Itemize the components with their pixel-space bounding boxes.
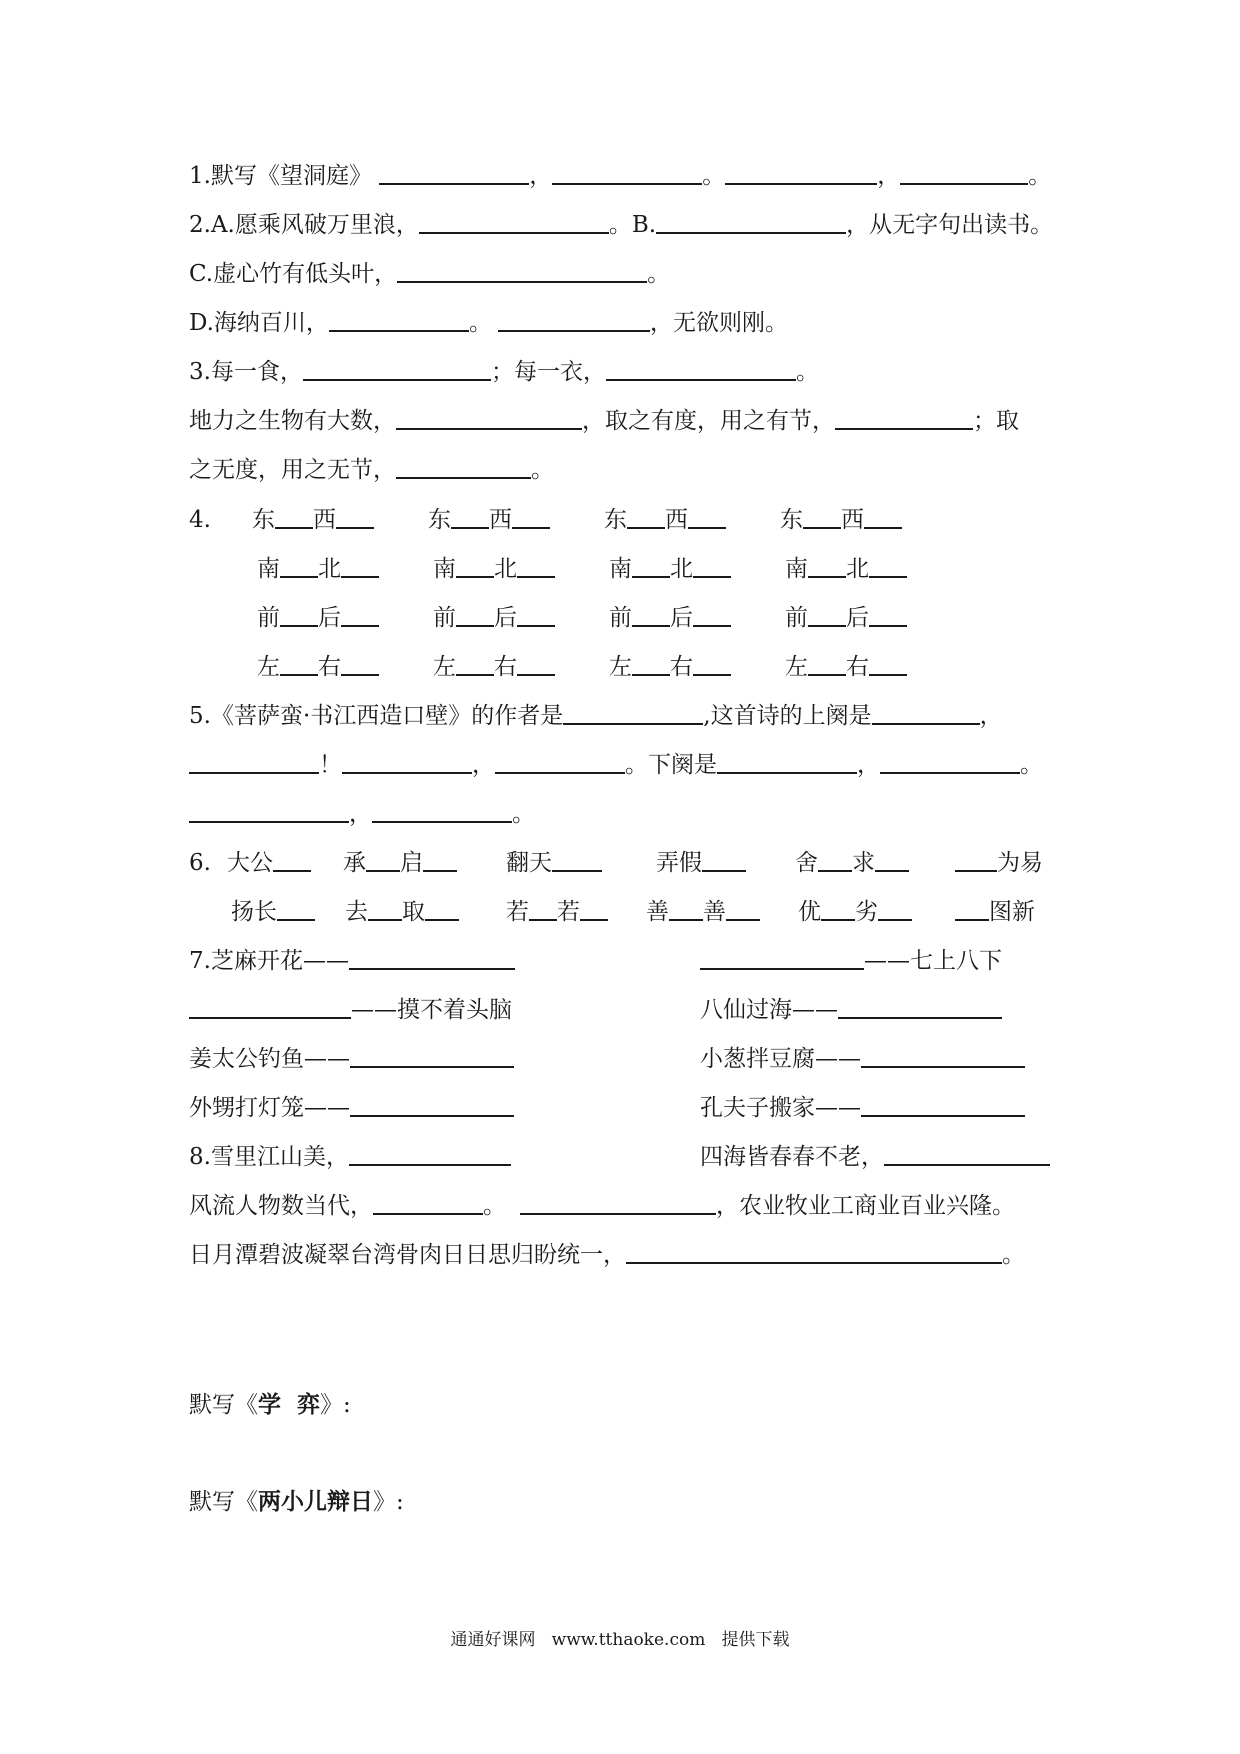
q5-blank-6[interactable] [880, 746, 1020, 774]
q6-blank[interactable] [529, 893, 557, 921]
q6-idiom: 若 若 [506, 892, 608, 932]
q4-blank[interactable] [869, 550, 907, 578]
q4-pair: 左 右 [257, 647, 379, 687]
q5-blank-author[interactable] [563, 697, 703, 725]
q4-pair: 左 右 [785, 647, 907, 687]
q5-s1-mid: ,这首诗的上阕是 [703, 703, 872, 729]
q5-s1: 5.《菩萨蛮·书江西造口壁》的作者是 [189, 703, 564, 729]
q6-blank[interactable] [955, 893, 989, 921]
q4-blank[interactable] [517, 648, 555, 676]
q4-pair: 东 西 [780, 500, 902, 540]
q6-blank[interactable] [273, 844, 311, 872]
q7-left-2: ——摸不着头脑 [189, 990, 512, 1030]
q2-d-text: D.海纳百川， [189, 310, 329, 336]
q2-line-2 [189, 254, 1059, 294]
q4-blank[interactable] [275, 501, 313, 529]
q4-blank[interactable] [512, 501, 550, 529]
q4-number: 4. [189, 507, 211, 533]
q4-blank[interactable] [688, 501, 726, 529]
q6-idiom: 善 善 [646, 892, 760, 932]
q7-blank[interactable] [861, 1089, 1025, 1117]
q5-blank-2[interactable] [189, 746, 319, 774]
q1-blank-3[interactable] [725, 157, 877, 185]
q8-right-1: 四海皆春春不老， [700, 1137, 1050, 1177]
q4-blank[interactable] [341, 550, 379, 578]
q6-idiom: 优 劣 [798, 892, 912, 932]
q6-blank[interactable] [277, 893, 315, 921]
q4-blank[interactable] [336, 501, 374, 529]
q6-idiom: 图新 [955, 892, 1035, 932]
q8-blank[interactable] [349, 1138, 511, 1166]
q4-blank[interactable] [869, 648, 907, 676]
q6-blank[interactable] [368, 893, 402, 921]
q5-s2-mid: 。下阕是 [625, 752, 717, 778]
q3-blank-2[interactable] [606, 353, 796, 381]
q7-row-3 [189, 1039, 1059, 1079]
q4-blank[interactable] [456, 550, 494, 578]
q5-blank-3[interactable] [342, 746, 472, 774]
q7-blank[interactable] [700, 942, 864, 970]
q3-line-1 [189, 352, 1059, 392]
q8-row-1 [189, 1137, 1059, 1177]
q4-pair: 左 右 [433, 647, 555, 687]
q2-line-3 [189, 303, 1059, 343]
q2-blank-d1[interactable] [329, 304, 469, 332]
q6-idiom: 舍 求 [795, 843, 909, 883]
q5-s2-p2: ， [472, 752, 495, 778]
q6-blank[interactable] [366, 844, 400, 872]
q6-idiom: 为易 [955, 843, 1043, 883]
q1-blank-2[interactable] [552, 157, 702, 185]
q7-right-3: 小葱拌豆腐—— [700, 1039, 1025, 1079]
q5-blank-8[interactable] [372, 795, 512, 823]
q4-blank[interactable] [693, 648, 731, 676]
q2-blank-d2[interactable] [498, 304, 650, 332]
q4-blank[interactable] [341, 599, 379, 627]
q8-s2-mid: 。 [483, 1193, 506, 1219]
q6-idiom: 大公 [227, 843, 311, 883]
q8-blank[interactable] [373, 1187, 483, 1215]
q8-left-1: 8.雪里江山美， [189, 1137, 511, 1177]
q8-s2: 风流人物数当代， [189, 1193, 373, 1219]
q4-blank[interactable] [451, 501, 489, 529]
q5-s1-end: ， [979, 703, 1003, 729]
q4-pair: 东 西 [252, 500, 374, 540]
q7-right-1: ——七上八下 [700, 941, 1002, 981]
q8-line-3 [189, 1235, 1059, 1275]
q3-blank-5[interactable] [396, 451, 531, 479]
q5-line-3 [189, 794, 1059, 834]
q6-row-1 [189, 843, 1059, 883]
q5-line-1 [189, 696, 1059, 736]
q4-blank[interactable] [341, 648, 379, 676]
q5-s3-end: 。 [512, 801, 535, 827]
q7-blank[interactable] [350, 1089, 514, 1117]
q4-pair: 东 西 [428, 500, 550, 540]
q4-pair: 前 后 [609, 598, 731, 638]
q7-right-2: 八仙过海—— [700, 990, 1002, 1030]
q5-blank-1[interactable] [872, 697, 980, 725]
dictation-liangxiaoer: 默写《两小儿辩日》: [189, 1488, 404, 1515]
q4-pair: 东 西 [604, 500, 726, 540]
q2-d-mid: 。 [468, 310, 492, 336]
q6-number: 6. [189, 850, 211, 876]
q4-blank[interactable] [632, 550, 670, 578]
q6-blank[interactable] [726, 893, 760, 921]
q6-blank[interactable] [821, 893, 855, 921]
q6-blank[interactable] [580, 893, 608, 921]
q3-s1-end: 。 [795, 359, 819, 385]
q8-blank[interactable] [520, 1187, 716, 1215]
q7-right-4: 孔夫子搬家—— [700, 1088, 1025, 1128]
q4-blank[interactable] [627, 501, 665, 529]
q7-left-1: 7.芝麻开花—— [189, 941, 515, 981]
q4-pair: 南 北 [609, 549, 731, 589]
q7-left-4: 外甥打灯笼—— [189, 1088, 514, 1128]
q2-c-end: 。 [647, 261, 671, 287]
q4-blank[interactable] [280, 599, 318, 627]
q4-blank[interactable] [693, 550, 731, 578]
q5-blank-5[interactable] [717, 746, 857, 774]
q6-idiom: 承 启 [343, 843, 457, 883]
q7-blank[interactable] [349, 942, 515, 970]
q7-left-3: 姜太公钓鱼—— [189, 1039, 514, 1079]
q3-s2: 地力之生物有大数， [189, 408, 396, 434]
q8-s3: 日月潭碧波凝翠台湾骨肉日日思归盼统一， [189, 1242, 626, 1268]
q6-blank[interactable] [818, 844, 852, 872]
q5-blank-4[interactable] [495, 746, 625, 774]
q4-blank[interactable] [808, 550, 846, 578]
q3-line-3 [189, 450, 1059, 490]
q4-pair: 前 后 [257, 598, 379, 638]
q3-blank-4[interactable] [835, 402, 973, 430]
q4-pair: 南 北 [785, 549, 907, 589]
q8-blank[interactable] [884, 1138, 1050, 1166]
q1-blank-1[interactable] [379, 157, 529, 185]
q6-blank[interactable] [702, 844, 746, 872]
q3-blank-3[interactable] [396, 402, 582, 430]
q4-blank[interactable] [517, 599, 555, 627]
q8-s2-end: ，农业牧业工商业百业兴隆。 [716, 1193, 1015, 1219]
q6-blank[interactable] [423, 844, 457, 872]
q4-blank[interactable] [808, 599, 846, 627]
q4-row-4 [189, 647, 1059, 687]
dictation-title: 两小儿辩日 [258, 1488, 373, 1515]
q1-punct-3: ， [877, 163, 901, 189]
q8-line-2 [189, 1186, 1059, 1226]
q5-s2-p1: ！ [319, 752, 342, 778]
q1-punct-4: 。 [1028, 163, 1052, 189]
q6-idiom: 翻天 [506, 843, 602, 883]
q6-idiom: 扬长 [231, 892, 315, 932]
q8-s3-end: 。 [1002, 1242, 1025, 1268]
q4-pair: 前 后 [785, 598, 907, 638]
q5-s2-end: 。 [1020, 752, 1043, 778]
q6-row-2 [189, 892, 1059, 932]
q4-pair: 南 北 [433, 549, 555, 589]
q1-blank-4[interactable] [900, 157, 1028, 185]
q4-blank[interactable] [864, 501, 902, 529]
q4-blank[interactable] [517, 550, 555, 578]
q4-pair: 前 后 [433, 598, 555, 638]
q2-blank-c[interactable] [397, 255, 647, 283]
q7-row-2 [189, 990, 1059, 1030]
q6-blank[interactable] [425, 893, 459, 921]
q4-blank[interactable] [632, 648, 670, 676]
q5-blank-7[interactable] [189, 795, 349, 823]
q6-blank[interactable] [955, 844, 997, 872]
q6-blank[interactable] [552, 844, 602, 872]
q3-s2-end: ；取 [973, 408, 1019, 434]
q4-pair: 南 北 [257, 549, 379, 589]
q4-row-1 [189, 500, 1059, 540]
q4-row-3 [189, 598, 1059, 638]
q7-blank[interactable] [838, 991, 1002, 1019]
q2-line-1 [189, 205, 1059, 245]
q4-blank[interactable] [456, 599, 494, 627]
q4-blank[interactable] [632, 599, 670, 627]
q1-line [189, 156, 1059, 196]
q4-row-2 [189, 549, 1059, 589]
q2-b-text: 。B. [608, 212, 657, 238]
q1-punct-1: ， [529, 163, 553, 189]
q7-blank[interactable] [861, 1040, 1025, 1068]
q4-blank[interactable] [280, 550, 318, 578]
dictation-xueyi: 默写《学 弈》: [189, 1391, 351, 1418]
dictation-title: 学 弈 [258, 1391, 321, 1418]
q4-blank[interactable] [869, 599, 907, 627]
q5-line-2 [189, 745, 1059, 785]
q2-blank-a[interactable] [419, 206, 609, 234]
q2-blank-b[interactable] [656, 206, 846, 234]
q6-idiom: 去 取 [345, 892, 459, 932]
q4-blank[interactable] [808, 648, 846, 676]
q3-line-2 [189, 401, 1059, 441]
q6-blank[interactable] [669, 893, 703, 921]
q7-row-4 [189, 1088, 1059, 1128]
q2-c-text: C.虚心竹有低头叶， [189, 261, 398, 287]
q5-s3-p1: ， [349, 801, 372, 827]
footer-watermark: 通通好课网 www.tthaoke.com 提供下载 [450, 1630, 790, 1650]
q2-b-end: ，从无字句出读书。 [846, 212, 1054, 238]
q4-blank[interactable] [803, 501, 841, 529]
q3-s1: 3.每一食， [189, 359, 303, 385]
q3-s3: 之无度，用之无节， [189, 457, 396, 483]
q3-blank-1[interactable] [303, 353, 491, 381]
q6-idiom: 弄假 [656, 843, 746, 883]
q6-blank[interactable] [875, 844, 909, 872]
q1-label: 1.默写《望洞庭》 [189, 163, 372, 189]
q7-row-1 [189, 941, 1059, 981]
q2-d-end: ，无欲则刚。 [649, 310, 788, 336]
q5-s2-p3: ， [857, 752, 880, 778]
q3-s1-mid: ；每一衣， [490, 359, 606, 385]
q4-blank[interactable] [693, 599, 731, 627]
q2-a-text: 2.A.愿乘风破万里浪， [189, 212, 419, 238]
q7-blank[interactable] [189, 991, 351, 1019]
q8-blank[interactable] [626, 1236, 1002, 1264]
q6-blank[interactable] [878, 893, 912, 921]
q4-pair: 左 右 [609, 647, 731, 687]
q4-blank[interactable] [456, 648, 494, 676]
q7-blank[interactable] [350, 1040, 514, 1068]
q4-blank[interactable] [280, 648, 318, 676]
q1-punct-2: 。 [702, 163, 726, 189]
q3-s2-mid: ，取之有度，用之有节， [582, 408, 835, 434]
q3-s3-end: 。 [531, 457, 554, 483]
